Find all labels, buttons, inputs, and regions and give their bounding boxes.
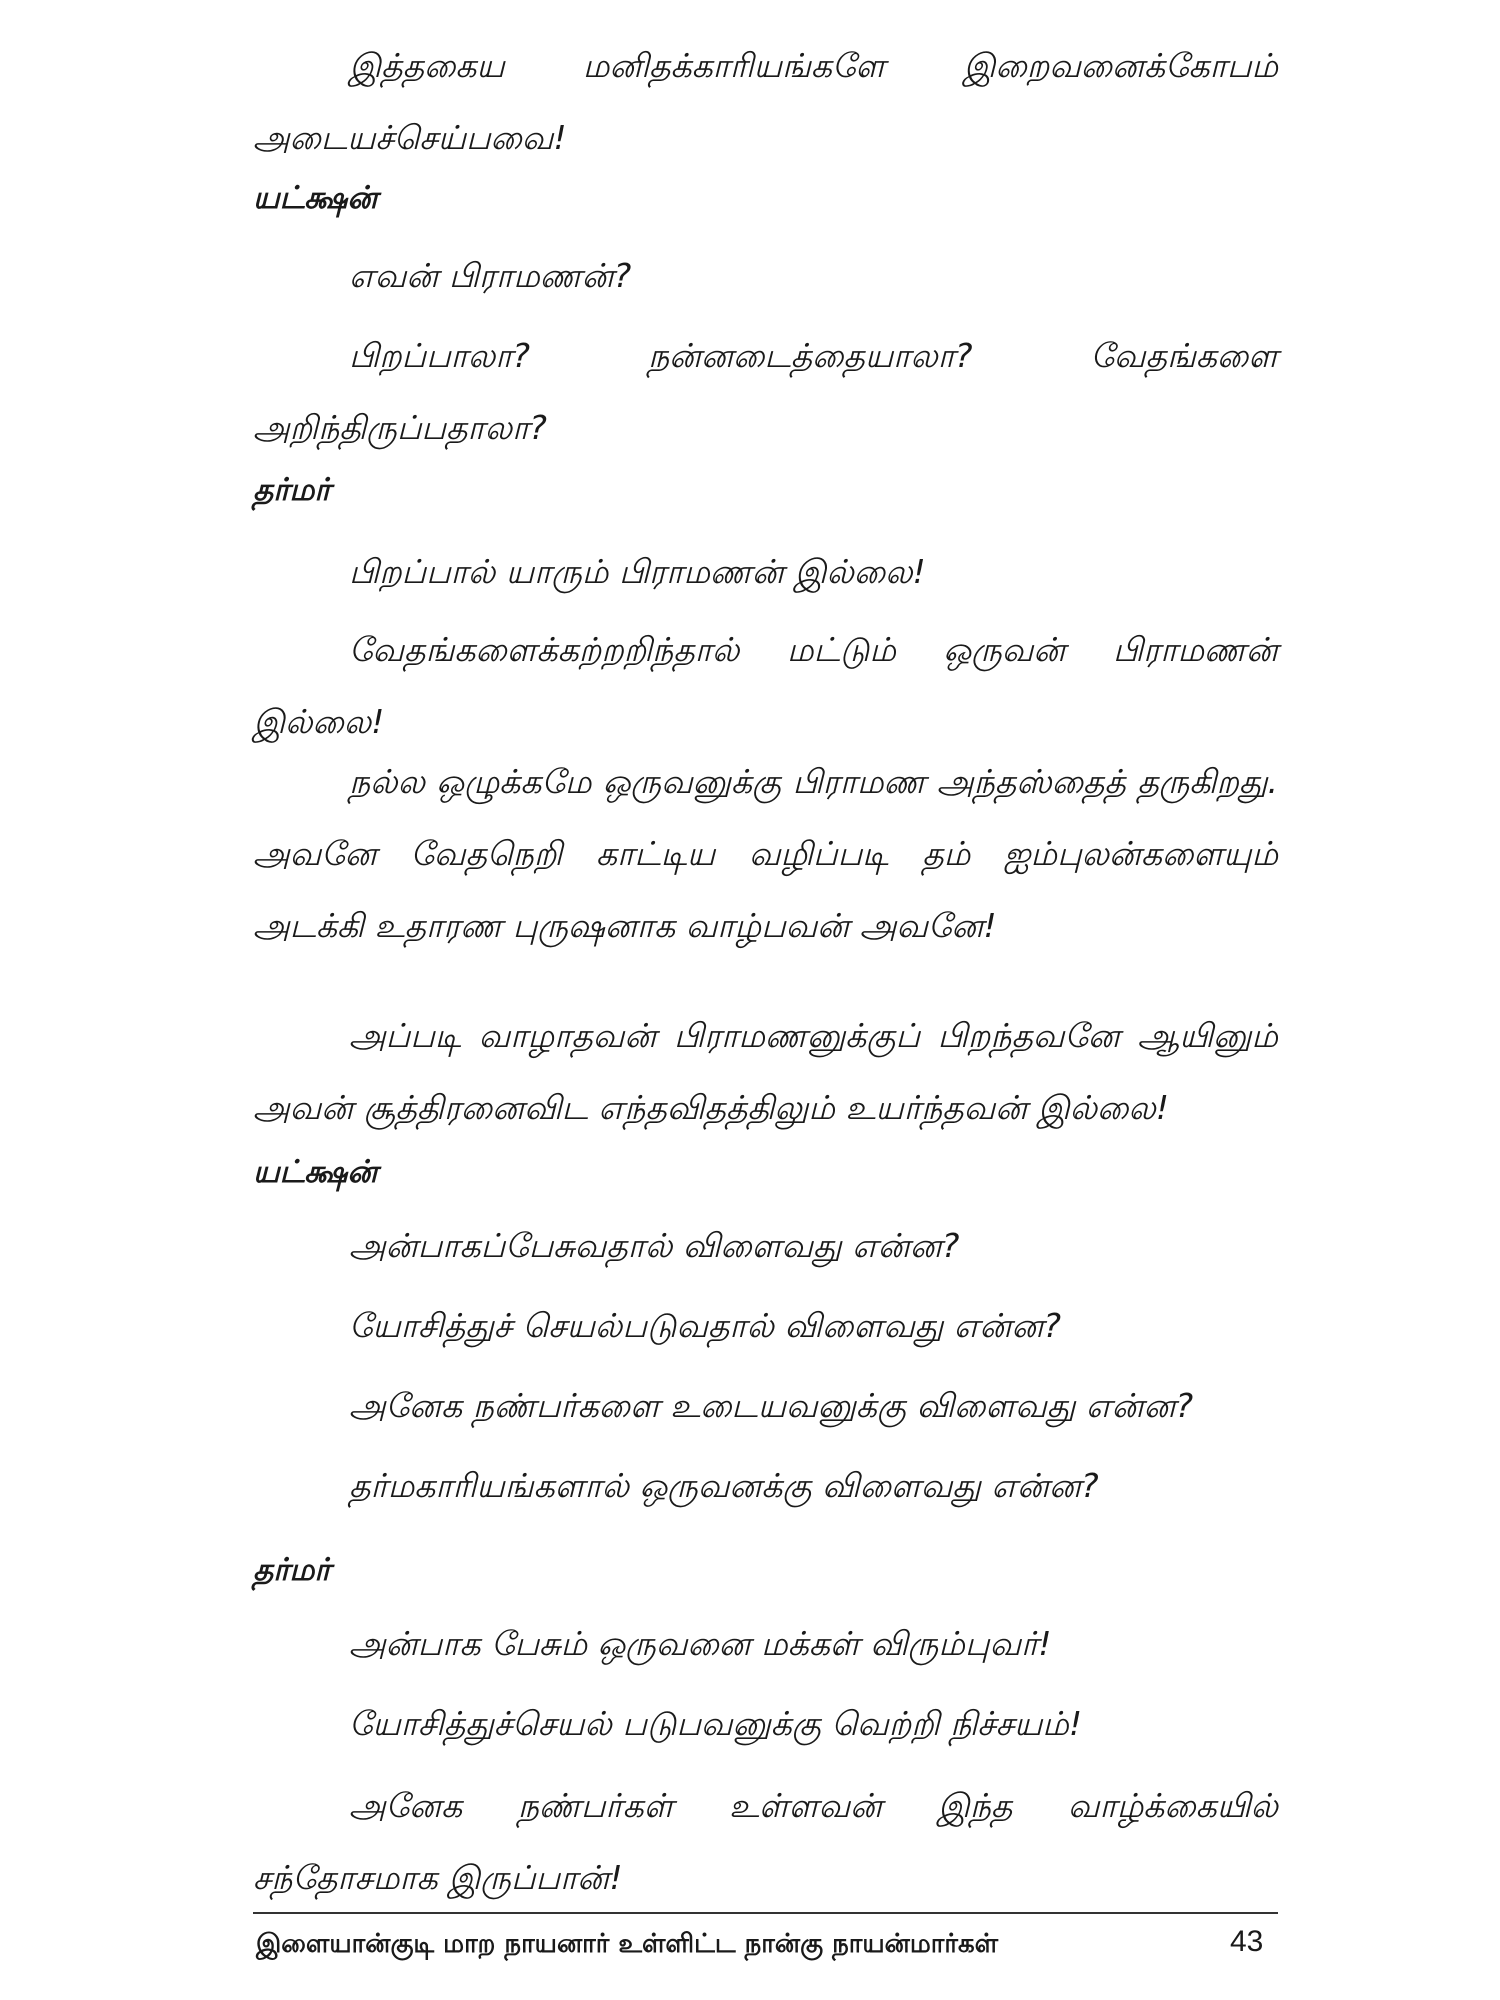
speaker-heading: தர்மர்	[253, 1552, 331, 1588]
speaker-heading: யட்க்ஷன்	[253, 1154, 378, 1190]
paragraph: பிறப்பால் யாரும் பிராமணன் இல்லை!	[349, 552, 926, 591]
paragraph: அனேக நண்பர்களை உடையவனுக்கு விளைவது என்ன?	[349, 1386, 1194, 1425]
speaker-heading: தர்மர்	[253, 472, 331, 508]
paragraph: எவன் பிராமணன்?	[349, 256, 632, 295]
speaker-heading: யட்க்ஷன்	[253, 180, 378, 216]
paragraph: தர்மகாரியங்களால் ஒருவனக்கு விளைவது என்ன?	[349, 1466, 1099, 1505]
footer-divider	[253, 1912, 1278, 1914]
paragraph: அன்பாக பேசும் ஒருவனை மக்கள் விரும்புவர்!	[349, 1624, 1052, 1663]
paragraph: பிறப்பாலா? நன்னடைத்தையாலா? வேதங்களை அறிந்திருப்பதாலா?	[253, 336, 1278, 447]
page-number: 43	[1230, 1925, 1264, 1958]
paragraph: இத்தகைய மனிதக்காரியங்களே இறைவனைக்கோபம் அடையச்செய்பவை!	[253, 46, 1278, 157]
paragraph: யோசித்துச் செயல்படுவதால் விளைவது என்ன?	[349, 1306, 1062, 1345]
paragraph: யோசித்துச்செயல் படுபவனுக்கு வெற்றி நிச்சயம்!	[349, 1704, 1083, 1743]
paragraph: அன்பாகப்பேசுவதால் விளைவது என்ன?	[349, 1226, 960, 1265]
paragraph: அப்படி வாழாதவன் பிராமணனுக்குப் பிறந்தவனே ஆயினும் அவன் சூத்திரனைவிட எந்தவிதத்திலும் உயர்ந்தவன் இல்லை!	[253, 1016, 1278, 1127]
paragraph: வேதங்களைக்கற்றறிந்தால் மட்டும் ஒருவன் பிராமணன் இல்லை!	[253, 630, 1278, 741]
paragraph: நல்ல ஒழுக்கமே ஒருவனுக்கு பிராமண அந்தஸ்தைத் தருகிறது. அவனே வேதநெறி காட்டிய வழிப்படி தம் ஐம்புலன்களையும் அடக்கி உதாரண புருஷனாக வாழ்பவன் அவனே!	[253, 762, 1278, 945]
footer-book-title: இளையான்குடி மாற நாயனார் உள்ளிட்ட நான்கு நாயன்மார்கள்	[256, 1929, 999, 1959]
paragraph: அனேக நண்பர்கள் உள்ளவன் இந்த வாழ்க்கையில் சந்தோசமாக இருப்பான்!	[253, 1786, 1278, 1897]
